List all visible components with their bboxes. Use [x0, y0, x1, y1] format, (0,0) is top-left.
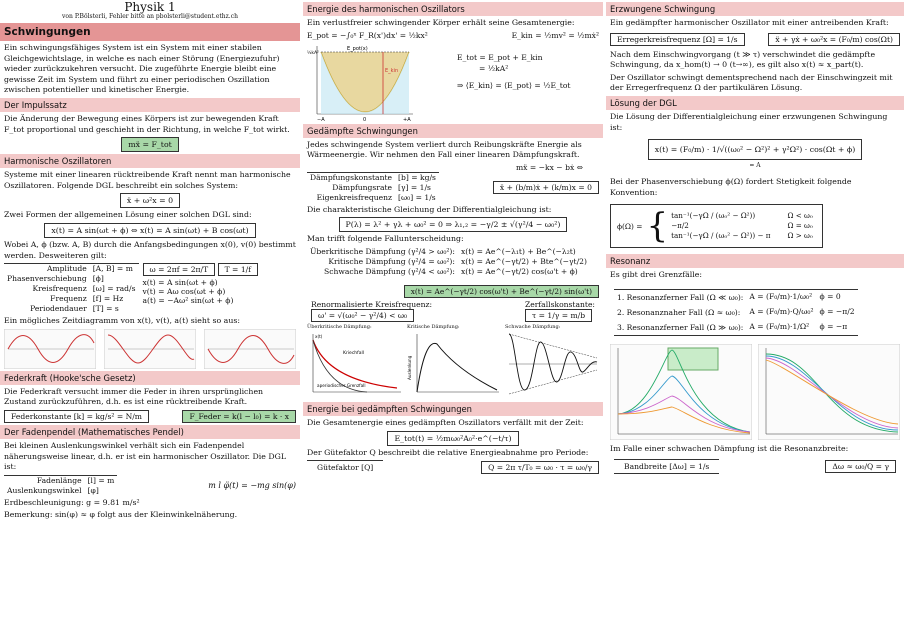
plot-label-ueberkritisch: Überkritische Dämpfung: [307, 323, 372, 330]
char-text: Die charakteristische Gleichung der Differentialgleichung ist: [307, 204, 552, 214]
svg-text:Auslenkung: Auslenkung [407, 355, 412, 380]
ekin-plot-label: E_kin [385, 67, 399, 74]
etot-formula-2: = ½kA² [479, 63, 509, 73]
harm-definitions [4, 263, 296, 314]
svg-text:0: 0 [363, 116, 367, 122]
plot-y-label: ½kA² [307, 50, 319, 56]
phase-table: tan⁻¹(−γΩ / (ω₀² − Ω²)) Ω < ω₀ −π/2 Ω = ω₀ tan⁻¹(−γΩ / (ω₀² − Ω²)) − π Ω > ω₀ [671, 211, 813, 241]
breite-label: Bandbreite [Δω] = 1/s [614, 459, 719, 474]
epot-formula: E_pot = −∫₀ˣ F_R(x')dx' = ½kx² [307, 30, 428, 40]
diagram-a-t [204, 329, 296, 369]
faelle-table: Überkritische Dämpfung (γ²/4 > ω₀²): x(t) = Ae^(−λ₁t) + Be^(−λ₂t) Kritische Dämpfung (γ²/4 = ω₀²): x(t) = Ae^(−γt/2) + Bte^(−γt/2) Schwache Dämpfung (γ²/4 < ω₀²): x(t) = Ae^(−γt/2) cos(ω't + ϕ) [310, 246, 587, 276]
breite-text: Im Falle einer schwachen Dämpfung ist die Resonanzbreite: [610, 443, 849, 453]
daempf-text: Jedes schwingende System verliert durch Reibungskräfte Energie als Wärmeenergie. Wir nehmen den Fall einer linearen Dämpfungskraft. [307, 139, 582, 160]
svg-text:aperiodischer Grenzfall: aperiodischer Grenzfall [317, 382, 366, 388]
renorm-label: Renormalisierte Kreisfrequenz: [311, 299, 433, 309]
erreger-label: Erregerkreisfrequenz [Ω] = 1/s [610, 33, 745, 46]
v-formula: v(t) = Aω cos(ωt + ϕ) [142, 287, 226, 297]
omega-formula: ω = 2πf = 2π/T [143, 263, 216, 276]
faden-units-table: Fadenlänge [l] = m Auslenkungswinkel [φ] [4, 475, 117, 496]
etot-formula-1: E_tot = E_pot + E_kin [457, 52, 543, 62]
faden-equation: m l φ̈(t) = −mg sin(φ) [208, 480, 296, 490]
erzw-text-2: Nach dem Einschwingvorgang (t ≫ τ) verschwindet die gedämpfte Schwingung, da x_hom(t) → 0 (t→∞), es gilt also x(t) ≈ x_part(t). [610, 49, 876, 70]
author-line: von P.Bölsterli, Fehler bitte an pbolsterli@student.ethz.ch [62, 13, 238, 20]
federkonstante: Federkonstante [k] = kg/s² = N/m [4, 410, 149, 423]
plot-schwach [505, 330, 599, 398]
section-gedaempft: Gedämpfte Schwingungen [303, 124, 603, 138]
phase-resonance-plot [758, 344, 900, 440]
breite-eq: Δω ≈ ω₀/Q = γ [825, 460, 896, 473]
a-formula: a(t) = −Aω² sin(ωt + ϕ) [142, 296, 234, 306]
diagram-x-t [4, 329, 96, 369]
resonanz-text: Es gibt drei Grenzfälle: [610, 270, 703, 280]
ekin-formula: E_kin = ½mv² = ½mẋ² [511, 30, 599, 40]
section-schwingungen: Schwingungen [0, 23, 300, 41]
zerfall-eq: τ = 1/γ = m/b [525, 309, 592, 322]
phase-lhs: ϕ(Ω) = [617, 221, 643, 231]
time-diagrams [4, 329, 296, 369]
daempf-plots [307, 324, 599, 400]
svg-text:Kriechfall: Kriechfall [343, 350, 364, 356]
harm-units-table: Amplitude [A, B] = m Phasenverschiebung [ϕ] Kreisfrequenz [ω] = rad/s Frequenz [f] = Hz Periodendauer [T] = s [4, 263, 139, 314]
harm-text: Systeme mit einer linearen rücktreibende Kraft nennt man harmonische Oszillatoren. Folgende DGL beschreibt ein solches System: [4, 170, 291, 190]
ged-energie-eq: E_tot(t) = ½mω₀²A₀²·e^(−t/τ) [387, 431, 518, 446]
plot-ueberkritisch [307, 330, 403, 398]
diagram-v-t [104, 329, 196, 369]
phase-box: ϕ(Ω) = { tan⁻¹(−γΩ / (ω₀² − Ω²)) Ω < ω₀ −π/2 Ω = ω₀ tan⁻¹(−γΩ / (ω₀² − Ω²)) − π Ω > ω₀ [610, 204, 823, 248]
svg-text:−A: −A [317, 116, 325, 122]
grenzfaelle-table: 1. Resonanzferner Fall (Ω ≪ ω₀): A = (F₀/m)·1/ω₀² ϕ = 0 2. Resonanznaher Fall (Ω ≈ ω₀): A = (F₀/m)·Q/ω₀² ϕ = −π/2 3. Resonanzferner Fall (Ω ≫ ω₀): A = (F₀/m)·1/Ω² ϕ = −π [614, 289, 858, 336]
amplitude-resonance-plot [610, 344, 752, 440]
column-2 [303, 0, 603, 634]
guete-text: Der Gütefaktor Q beschreibt die relative Energieabnahme pro Periode: [307, 447, 589, 457]
energy-average: ⇒ ⟨E_kin⟩ = ⟨E_pot⟩ = ½E_tot [457, 80, 571, 90]
renorm-eq: ω' = √(ω₀² − γ²/4) < ω₀ [311, 309, 414, 322]
section-federkraft: Federkraft (Hooke'sche Gesetz) [0, 371, 300, 385]
svg-text:+A: +A [403, 116, 411, 122]
resonanz-plots [610, 344, 900, 440]
schwingungen-text: Ein schwingungsfähiges System ist ein System mit einer stabilen Gleichgewichtslage, in welche es nach einer Störung (Energiezufuhr) wieder zurückzukehren versucht. Die zugeführte Energie bleibt eine gewisse Zeit im System und führt zu einer periodischen Oszillation zwischen potentieller und kinetischer Energie. [4, 43, 280, 95]
period-formula: T = 1/f [218, 263, 258, 276]
x-formula: x(t) = A sin(ωt + ϕ) [142, 278, 218, 288]
faden-bemerkung: Bemerkung: sin(φ) ≈ φ folgt aus der Kleinwinkelnäherung. [4, 510, 238, 520]
guete-eq: Q = 2π τ/T₀ = ω₀ · τ = ω₀/γ [481, 461, 599, 474]
page-title: Physik 1 [124, 0, 176, 14]
erzw-eq: ẍ + γẋ + ω₀²x = (F₀/m) cos(Ωt) [768, 33, 900, 46]
loesung-text: Die Lösung der Differentialgleichung einer erzwungenen Schwingung ist: [610, 111, 888, 132]
plot-kritisch [407, 330, 501, 398]
daempf-units-table: Dämpfungskonstante [b] = kg/s Dämpfungsrate [γ] = 1/s Eigenkreisfrequenz [ω₀] = 1/s [307, 172, 439, 203]
loesung-A: = A [749, 162, 761, 170]
section-impulssatz: Der Impulssatz [0, 98, 300, 112]
erzw-text-3: Der Oszillator schwingt dementsprechend nach der Einschwingzeit mit der Erregerfrequenz Ω der partikulären Lösung. [610, 72, 893, 93]
feder-equation: F_Feder = k(l − l₀) = k · x [182, 410, 296, 423]
harm-text-4: Ein mögliches Zeitdiagramm von x(t), v(t), a(t) sieht so aus: [4, 316, 240, 326]
ged-energie-text: Die Gesamtenergie eines gedämpften Oszillators verfällt mit der Zeit: [307, 417, 584, 427]
harm-solution: x(t) = A sin(ωt + ϕ) ⇔ x(t) = A sin(ωt) + B cos(ωt) [44, 223, 255, 238]
section-harmonische-oszillatoren: Harmonische Oszillatoren [0, 154, 300, 168]
daempf-eq: mẍ = −kx − bẋ ⇔ [515, 162, 583, 172]
column-1 [0, 0, 300, 634]
phase-text: Bei der Phasenverschiebung ϕ(Ω) fordert Stetigkeit folgende Konvention: [610, 177, 852, 197]
section-energie-gedaempft: Energie bei gedämpften Schwingungen [303, 402, 603, 416]
section-resonanz: Resonanz [606, 254, 904, 268]
impulssatz-equation: mẍ = F_tot [121, 137, 179, 152]
svg-text:x(t): x(t) [315, 333, 323, 339]
impulssatz-text: Die Änderung der Bewegung eines Körpers ist zur bewegenden Kraft F_tot proportional und geschieht in der Richtung, in welche F_tot wirkt. [4, 113, 290, 134]
faden-text: Bei kleinen Auslenkungswinkel verhält sich ein Fadenpendel näherungsweise linear, d.h. er ist ein harmonischer Oszillator. Die DGL ist: [4, 440, 287, 472]
erdbeschleunigung: Erdbeschleunigung: g = 9.81 m/s² [4, 497, 140, 507]
section-erzwungen: Erzwungene Schwingung [606, 2, 904, 16]
energy-parabola-plot [307, 42, 417, 122]
zerfall-label: Zerfallskonstante: [524, 299, 595, 309]
fall-text: Man trifft folgende Fallunterscheidung: [307, 234, 464, 244]
plot-label-kritisch: Kritische Dämpfung: [407, 323, 460, 330]
energie-text: Ein verlustfreier schwingender Körper erhält seine Gesamtenergie: [307, 18, 575, 27]
plot-label-schwach: Schwache Dämpfung: [505, 323, 561, 330]
epot-plot-label: E_pot(x) [347, 45, 368, 52]
schwach-green-eq: x(t) = Ae^(−γt/2) cos(ω't) + Be^(−γt/2) sin(ω't) [404, 285, 599, 298]
section-energie-harmonisch: Energie des harmonischen Oszillators [303, 2, 603, 16]
harm-text-2: Zwei Formen der allgemeinen Lösung einer solchen DGL sind: [4, 210, 252, 220]
char-equation: P(λ) = λ² + γλ + ω₀² = 0 ⇒ λ₁,₂ = −γ/2 ± √(γ²/4 − ω₀²) [339, 217, 568, 232]
section-loesung: Lösung der DGL [606, 96, 904, 110]
erzw-text: Ein gedämpfter harmonischer Oszillator mit einer antreibenden Kraft: [610, 18, 889, 27]
daempf-dgl: ẍ + (b/m)ẋ + (k/m)x = 0 [493, 181, 599, 194]
harm-dgl: ẍ + ω²x = 0 [120, 193, 180, 208]
guete-label: Gütefaktor [Q] [307, 460, 383, 474]
column-3 [606, 0, 904, 634]
section-fadenpendel: Der Fadenpendel (Mathematisches Pendel) [0, 425, 300, 439]
harm-text-3: Wobei A, ϕ (bzw. A, B) durch die Anfangsbedingungen x(0), v(0) bestimmt werden. Desweiteren gilt: [4, 239, 296, 260]
feder-text: Die Federkraft versucht immer die Feder in ihren ursprünglichen Zustand zurückzuführen, d.h. es ist eine rücktreibende Kraft. [4, 386, 264, 407]
loesung-eq: x(t) = (F₀/m) · 1/√((ω₀² − Ω²)² + γ²Ω²) · cos(Ωt + ϕ) [648, 139, 863, 160]
